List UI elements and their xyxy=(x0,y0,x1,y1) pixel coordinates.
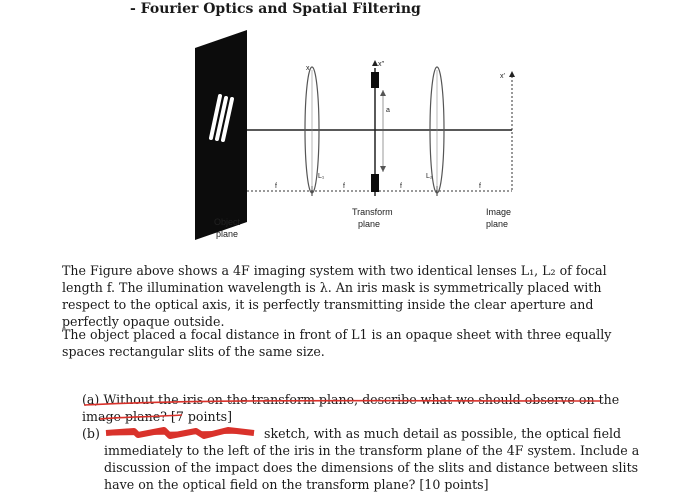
image-plane-label-1: Image xyxy=(486,207,512,217)
section-title: - Fourier Optics and Spatial Filtering xyxy=(130,1,421,17)
aperture-label: a xyxy=(386,107,390,114)
question-b-text: sketch, with as much detail as possible, the optical field immediately to the left of the iris in the transform plane of the 4F system. Include a discussion of the impact does the dimensions of the slits and distance between slits have on the optical field on the transform plane? [10 points] xyxy=(104,426,640,492)
object-plane-label-1: Object xyxy=(214,217,241,227)
x3-axis-label: x′ xyxy=(500,73,505,80)
object-plate xyxy=(195,30,247,240)
iris-top xyxy=(371,72,379,88)
question-a-label: (a) xyxy=(82,392,100,407)
image-plane-label-2: plane xyxy=(486,219,509,229)
lens-l2-label: L₂ xyxy=(426,173,433,180)
object-paragraph: The object placed a focal distance in front of L1 is an opaque sheet with three equally spaces rectangular slits of the same size. xyxy=(62,327,612,359)
transform-plane-label-1: Transform xyxy=(352,207,393,217)
description-paragraph: The Figure above shows a 4F imaging system with two identical lenses L₁, L₂ of focal length f. The illumination wavelength is λ. An iris mask is symmetrically placed with respect to the optical axis, it is perfectly transmitting inside the clear aperture and perfectly opaque outside. xyxy=(62,263,607,329)
question-a-text: Without the iris on the transform plane, describe what we should observe on the image plane? [7 points] xyxy=(82,392,620,424)
lens-l1-label: L₁ xyxy=(318,173,325,180)
x2-axis-label: x″ xyxy=(378,61,384,68)
f-label-4: f xyxy=(479,183,481,190)
f-label-3: f xyxy=(400,183,402,190)
f-label-2: f xyxy=(343,183,345,190)
red-strikethrough-annotation xyxy=(80,395,640,425)
object-plane-label-2: plane xyxy=(216,229,239,239)
f-label-1: f xyxy=(275,183,277,190)
transform-plane-label-2: plane xyxy=(358,219,381,229)
iris-bottom xyxy=(371,174,379,192)
x-axis-label: x xyxy=(306,65,310,72)
question-b-label: (b) xyxy=(82,426,100,441)
